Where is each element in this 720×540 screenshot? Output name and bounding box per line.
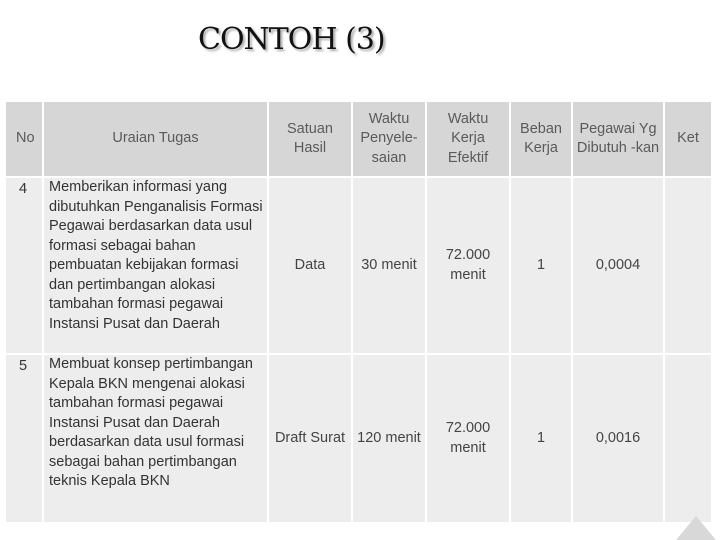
workload-table (4, 100, 713, 524)
decorative-corner-triangle (676, 516, 716, 540)
cell-beban-kerja: 1 (510, 354, 572, 523)
header-ket: Ket (664, 101, 712, 177)
cell-satuan-hasil: Data (268, 177, 352, 354)
cell-waktu-kerja-efektif: 72.000 menit (426, 177, 510, 354)
header-no: No (5, 101, 43, 177)
cell-beban-kerja: 1 (510, 177, 572, 354)
table-row (5, 177, 712, 354)
cell-ket (664, 354, 712, 523)
table-row (5, 354, 712, 523)
cell-satuan-hasil: Draft Surat (268, 354, 352, 523)
cell-pegawai-dibutuhkan: 0,0016 (572, 354, 664, 523)
header-uraian-tugas: Uraian Tugas (43, 101, 268, 177)
header-waktu-kerja-efektif: Waktu Kerja Efektif (426, 101, 510, 177)
cell-pegawai-dibutuhkan: 0,0004 (572, 177, 664, 354)
cell-waktu-penyelesaian: 120 menit (352, 354, 426, 523)
header-satuan-hasil: Satuan Hasil (268, 101, 352, 177)
header-waktu-penyelesaian: Waktu Penyele- saian (352, 101, 426, 177)
cell-waktu-kerja-efektif: 72.000 menit (426, 354, 510, 523)
cell-no: 5 (5, 354, 43, 523)
cell-ket (664, 177, 712, 354)
cell-no: 4 (5, 177, 43, 354)
cell-uraian-tugas: Memberikan informasi yang dibutuhkan Penganalisis Formasi Pegawai berdasarkan data usul formasi sebagai bahan pembuatan kebijakan formasi dan pertimbangan alokasi tambahan formasi pegawai Instansi Pusat dan Daerah (43, 177, 268, 354)
cell-waktu-penyelesaian: 30 menit (352, 177, 426, 354)
header-pegawai-dibutuhkan: Pegawai Yg Dibutuh -kan (572, 101, 664, 177)
header-beban-kerja: Beban Kerja (510, 101, 572, 177)
slide-title: CONTOH (3) (198, 22, 385, 57)
table-header-row (5, 101, 712, 177)
cell-uraian-tugas: Membuat konsep pertimbangan Kepala BKN mengenai alokasi tambahan formasi pegawai Instansi Pusat dan Daerah berdasarkan data usul formasi sebagai bahan pertimbangan teknis Kepala BKN (43, 354, 268, 523)
